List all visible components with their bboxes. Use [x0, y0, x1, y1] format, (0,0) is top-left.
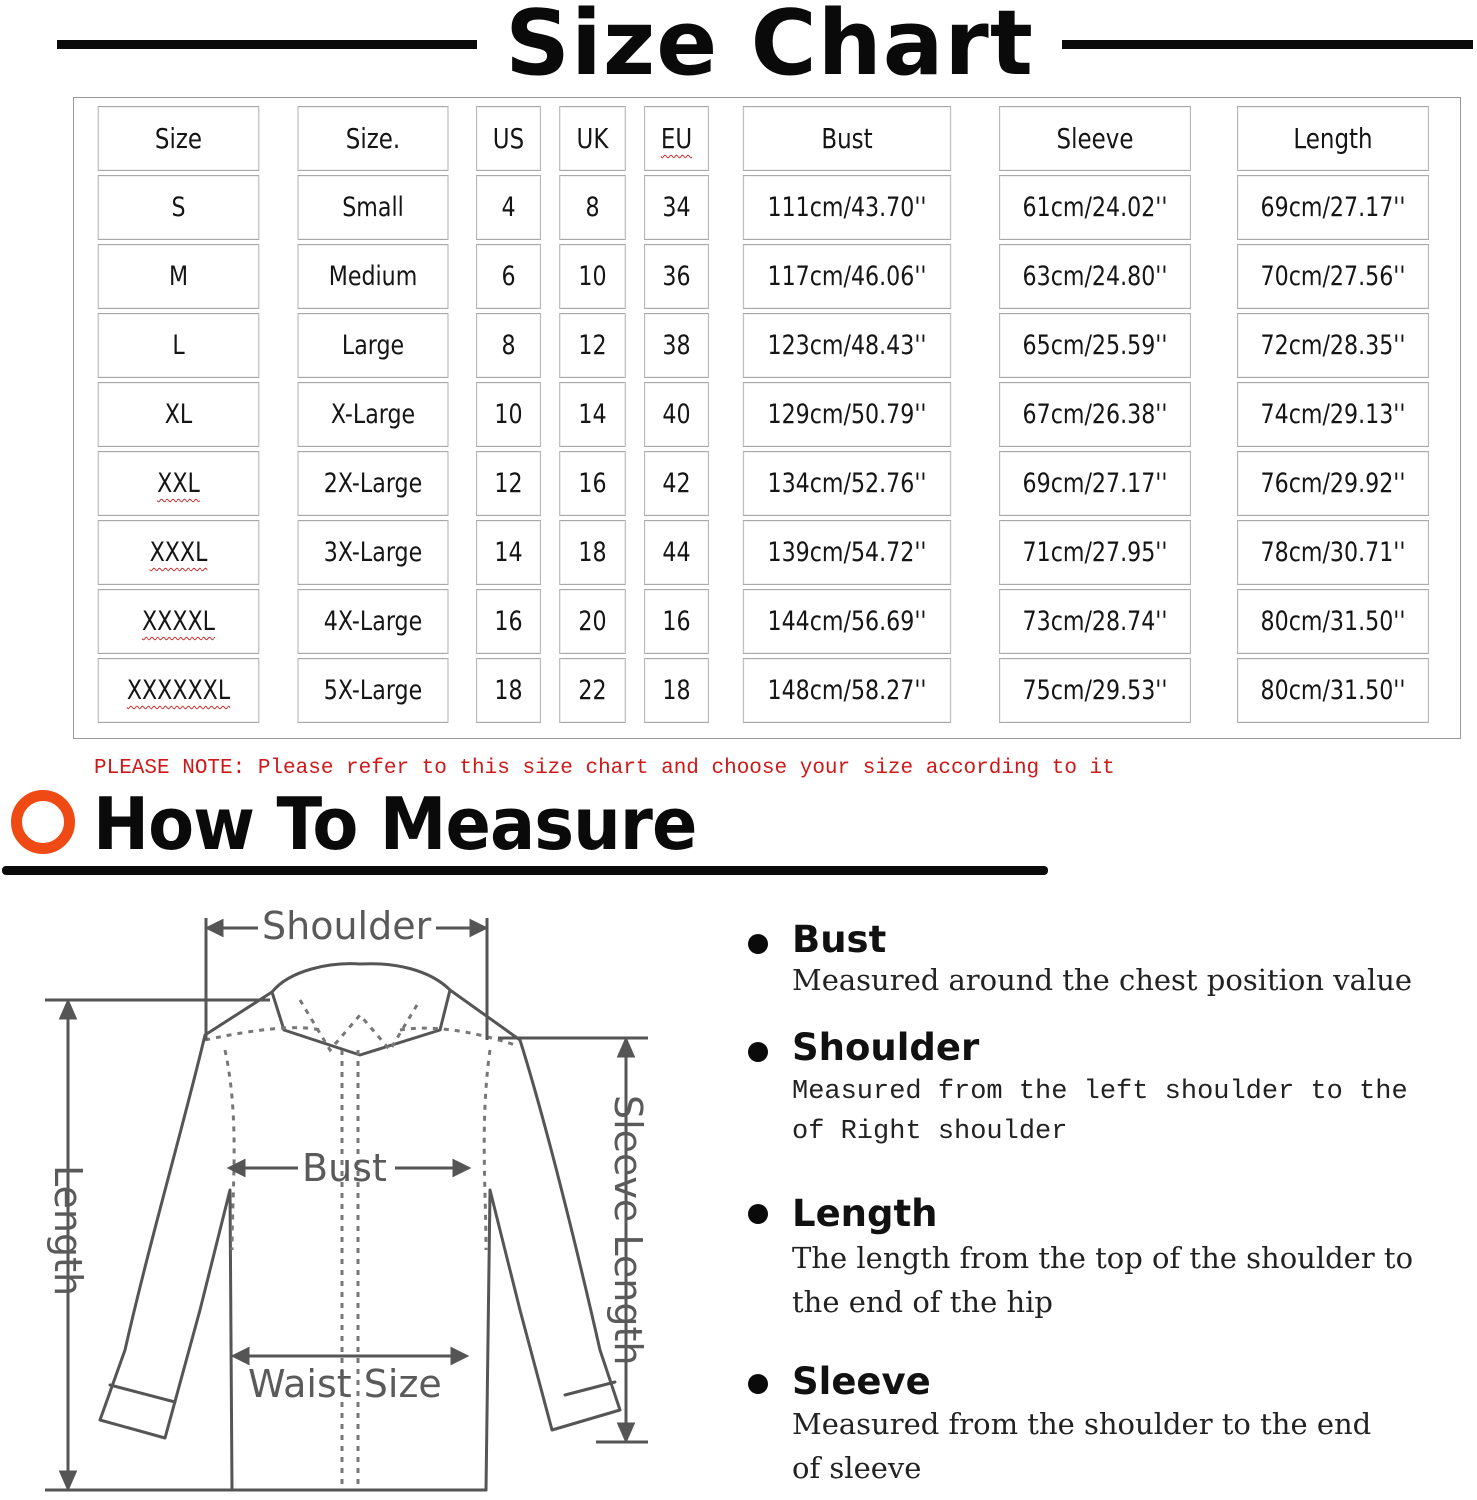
table-cell: 71cm/27.95'' — [999, 520, 1191, 585]
table-cell: 10 — [476, 382, 541, 447]
size-table-frame — [73, 97, 1461, 739]
how-to-measure-header — [0, 782, 1060, 878]
bullet-icon — [748, 934, 768, 954]
table-cell: L — [98, 313, 260, 378]
table-cell: 40 — [644, 382, 709, 447]
table-cell: 14 — [559, 382, 625, 447]
table-cell: 8 — [476, 313, 541, 378]
table-cell: 16 — [559, 451, 625, 516]
definition-term: Shoulder — [792, 1026, 980, 1069]
table-cell — [98, 658, 260, 723]
table-cell: 70cm/27.56'' — [1237, 244, 1429, 309]
table-row — [80, 313, 1450, 378]
definition-sleeve — [748, 1360, 1448, 1495]
diagram-label-waist: Waist Size — [248, 1362, 442, 1406]
size-chart-header — [0, 0, 1477, 96]
table-cell — [98, 451, 260, 516]
table-cell: Large — [298, 313, 449, 378]
diagram-label-length: Length — [46, 1165, 90, 1297]
definition-term: Bust — [792, 918, 887, 961]
table-row — [80, 382, 1450, 447]
header-cell-us: US — [476, 106, 541, 171]
table-row — [80, 589, 1450, 654]
header-cell-eu — [644, 106, 709, 171]
table-row — [80, 451, 1450, 516]
table-cell: 22 — [559, 658, 625, 723]
table-cell: Small — [298, 175, 449, 240]
table-cell: 44 — [644, 520, 709, 585]
table-cell: 2X-Large — [298, 451, 449, 516]
table-cell: 12 — [476, 451, 541, 516]
table-cell — [98, 589, 260, 654]
page-title: Size Chart — [505, 0, 1034, 96]
diagram-label-sleeve-length: Sleeve Length — [606, 1095, 650, 1366]
table-row — [80, 658, 1450, 723]
definition-text: The length from the top of the shoulder to — [792, 1241, 1414, 1275]
how-to-measure-title: How To Measure — [93, 782, 697, 866]
header-cell-size-name: Size. — [298, 106, 449, 171]
header-cell-uk: UK — [559, 106, 625, 171]
table-cell: 3X-Large — [298, 520, 449, 585]
header-cell-size: Size — [98, 106, 260, 171]
shirt-outline-icon — [0, 890, 700, 1500]
bullet-icon — [748, 1374, 768, 1394]
table-cell: 139cm/54.72'' — [743, 520, 951, 585]
bullet-icon — [748, 1204, 768, 1224]
size-code-text: XXXXXXL — [126, 675, 231, 706]
table-cell: 61cm/24.02'' — [999, 175, 1191, 240]
header-eu-text: EU — [660, 122, 693, 155]
size-code-text: XXXL — [149, 537, 208, 568]
table-cell: 63cm/24.80'' — [999, 244, 1191, 309]
table-cell: 18 — [559, 520, 625, 585]
table-cell: Medium — [298, 244, 449, 309]
size-table — [76, 102, 1454, 727]
table-cell: 123cm/48.43'' — [743, 313, 951, 378]
definition-length — [748, 1192, 1448, 1332]
table-cell: 36 — [644, 244, 709, 309]
table-cell: 148cm/58.27'' — [743, 658, 951, 723]
size-code-text: XXXXL — [141, 606, 216, 637]
definition-text: Measured from the left shoulder to the — [792, 1077, 1408, 1107]
header-cell-length: Length — [1237, 106, 1429, 171]
table-cell: 18 — [644, 658, 709, 723]
table-cell: 67cm/26.38'' — [999, 382, 1191, 447]
definition-term: Length — [792, 1192, 938, 1235]
table-cell: 69cm/27.17'' — [1237, 175, 1429, 240]
table-cell: 75cm/29.53'' — [999, 658, 1191, 723]
table-cell: 69cm/27.17'' — [999, 451, 1191, 516]
definition-term: Sleeve — [792, 1360, 931, 1403]
table-cell: S — [98, 175, 260, 240]
definition-text: the end of the hip — [792, 1285, 1053, 1319]
bullet-icon — [748, 1042, 768, 1062]
table-row — [80, 244, 1450, 309]
table-row — [80, 520, 1450, 585]
table-cell: XL — [98, 382, 260, 447]
definition-text: Measured around the chest position value — [792, 963, 1413, 997]
table-cell: 80cm/31.50'' — [1237, 658, 1429, 723]
definition-bust — [748, 918, 1448, 1008]
header-cell-sleeve: Sleeve — [999, 106, 1191, 171]
table-cell: 42 — [644, 451, 709, 516]
table-cell: 76cm/29.92'' — [1237, 451, 1429, 516]
table-header-row — [80, 106, 1450, 171]
table-cell: 12 — [559, 313, 625, 378]
size-note: PLEASE NOTE: Please refer to this size chart and choose your size according to it — [94, 757, 1115, 780]
table-cell: 78cm/30.71'' — [1237, 520, 1429, 585]
table-cell: 34 — [644, 175, 709, 240]
ring-icon — [11, 790, 75, 854]
table-cell: 38 — [644, 313, 709, 378]
table-cell: 14 — [476, 520, 541, 585]
table-cell: 20 — [559, 589, 625, 654]
table-cell: 16 — [644, 589, 709, 654]
table-cell: 134cm/52.76'' — [743, 451, 951, 516]
definition-text: of Right shoulder — [792, 1117, 1068, 1147]
size-code-text: XXL — [157, 468, 200, 499]
table-cell: X-Large — [298, 382, 449, 447]
table-cell: 5X-Large — [298, 658, 449, 723]
table-cell — [98, 520, 260, 585]
table-cell: 4 — [476, 175, 541, 240]
table-cell: 129cm/50.79'' — [743, 382, 951, 447]
table-cell: 80cm/31.50'' — [1237, 589, 1429, 654]
table-cell: 74cm/29.13'' — [1237, 382, 1429, 447]
table-cell: 10 — [559, 244, 625, 309]
table-cell: 8 — [559, 175, 625, 240]
table-cell: 18 — [476, 658, 541, 723]
table-cell: 144cm/56.69'' — [743, 589, 951, 654]
table-cell: 6 — [476, 244, 541, 309]
diagram-label-bust: Bust — [302, 1146, 387, 1190]
table-cell: 117cm/46.06'' — [743, 244, 951, 309]
diagram-label-shoulder: Shoulder — [262, 904, 432, 948]
table-row — [80, 175, 1450, 240]
title-rule-right — [1062, 40, 1473, 49]
table-cell: 73cm/28.74'' — [999, 589, 1191, 654]
garment-diagram — [0, 890, 700, 1500]
header-cell-bust: Bust — [743, 106, 951, 171]
title-rule-left — [57, 40, 477, 49]
table-cell: 16 — [476, 589, 541, 654]
table-cell: M — [98, 244, 260, 309]
definition-shoulder — [748, 1026, 1448, 1156]
how-to-measure-rule — [2, 866, 1048, 875]
table-cell: 4X-Large — [298, 589, 449, 654]
definition-text: Measured from the shoulder to the end — [792, 1407, 1372, 1441]
table-cell: 72cm/28.35'' — [1237, 313, 1429, 378]
table-cell: 111cm/43.70'' — [743, 175, 951, 240]
table-cell: 65cm/25.59'' — [999, 313, 1191, 378]
definition-text: of sleeve — [792, 1451, 922, 1485]
